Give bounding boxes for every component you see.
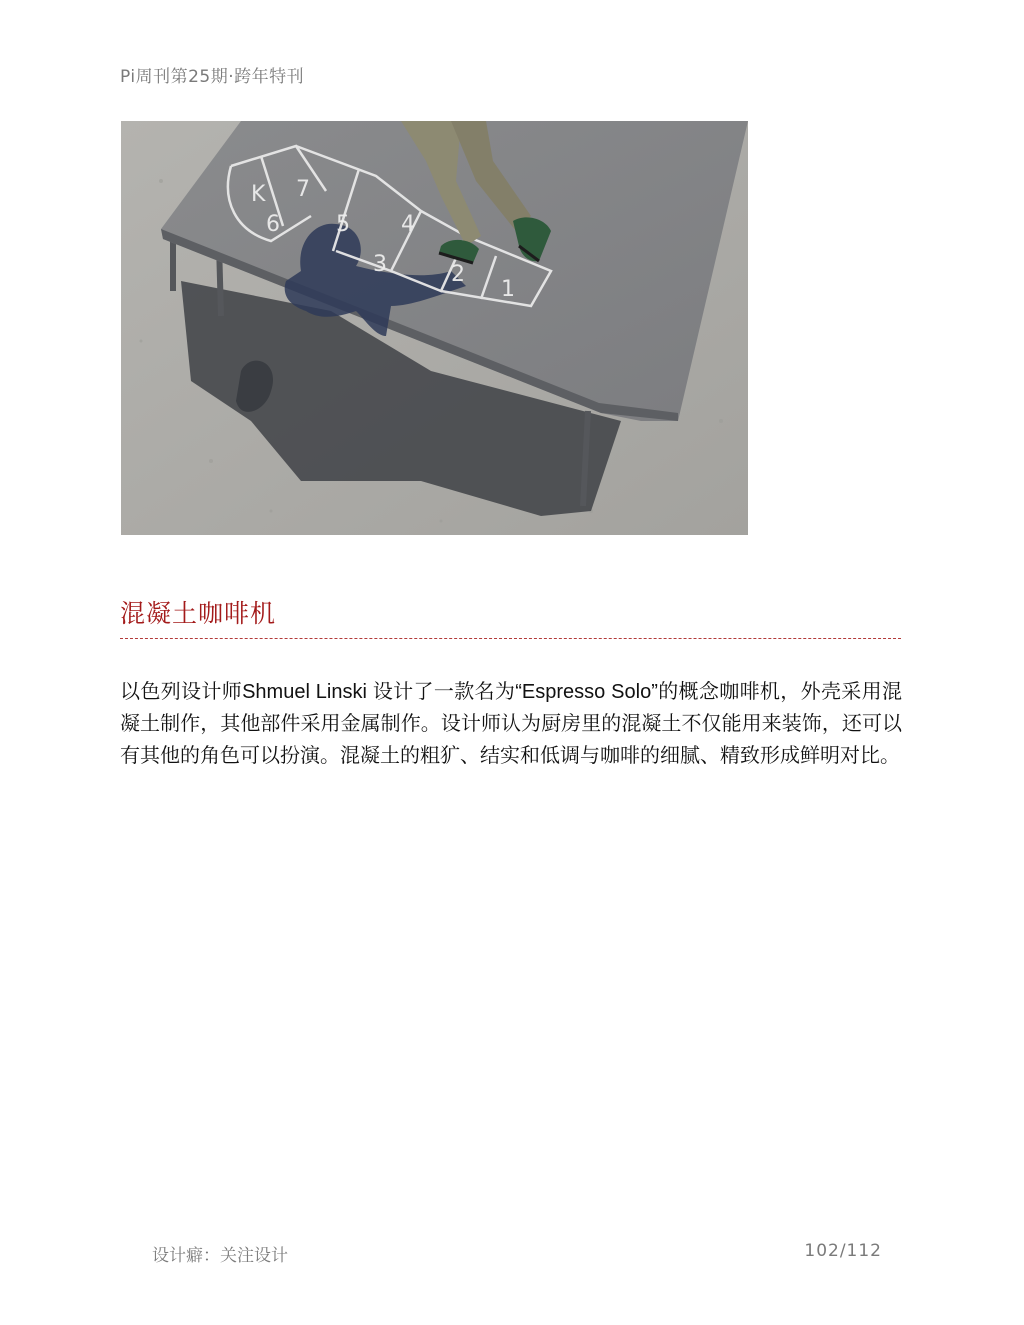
title-divider	[120, 638, 901, 639]
article-body: 以色列设计师Shmuel Linski 设计了一款名为“Espresso Solo”的概念咖啡机，外壳采用混凝土制作，其他部件采用金属制作。设计师认为厨房里的混凝土不仅能用来装饰，还可以有其他的角色可以扮演。混凝土的粗犷、结实和低调与咖啡的细腻、精致形成鲜明对比。	[120, 681, 902, 767]
article-photo	[121, 121, 748, 535]
publication-header: Pi周刊第25期·跨年特刊	[120, 67, 305, 87]
hopscotch-4: 4	[401, 212, 415, 237]
hopscotch-k: K	[251, 182, 266, 207]
hopscotch-7: 7	[296, 177, 310, 202]
hopscotch-2: 2	[451, 262, 465, 287]
hopscotch-6: 6	[266, 212, 280, 237]
hopscotch-1: 1	[501, 277, 515, 302]
footer-tagline: 设计癖：关注设计	[152, 1246, 288, 1266]
hopscotch-3: 3	[373, 252, 387, 277]
hopscotch-table-photo	[121, 121, 748, 535]
page-number: 102/112	[804, 1241, 882, 1261]
article-title: 混凝土咖啡机	[120, 599, 277, 628]
hopscotch-5: 5	[336, 212, 350, 237]
